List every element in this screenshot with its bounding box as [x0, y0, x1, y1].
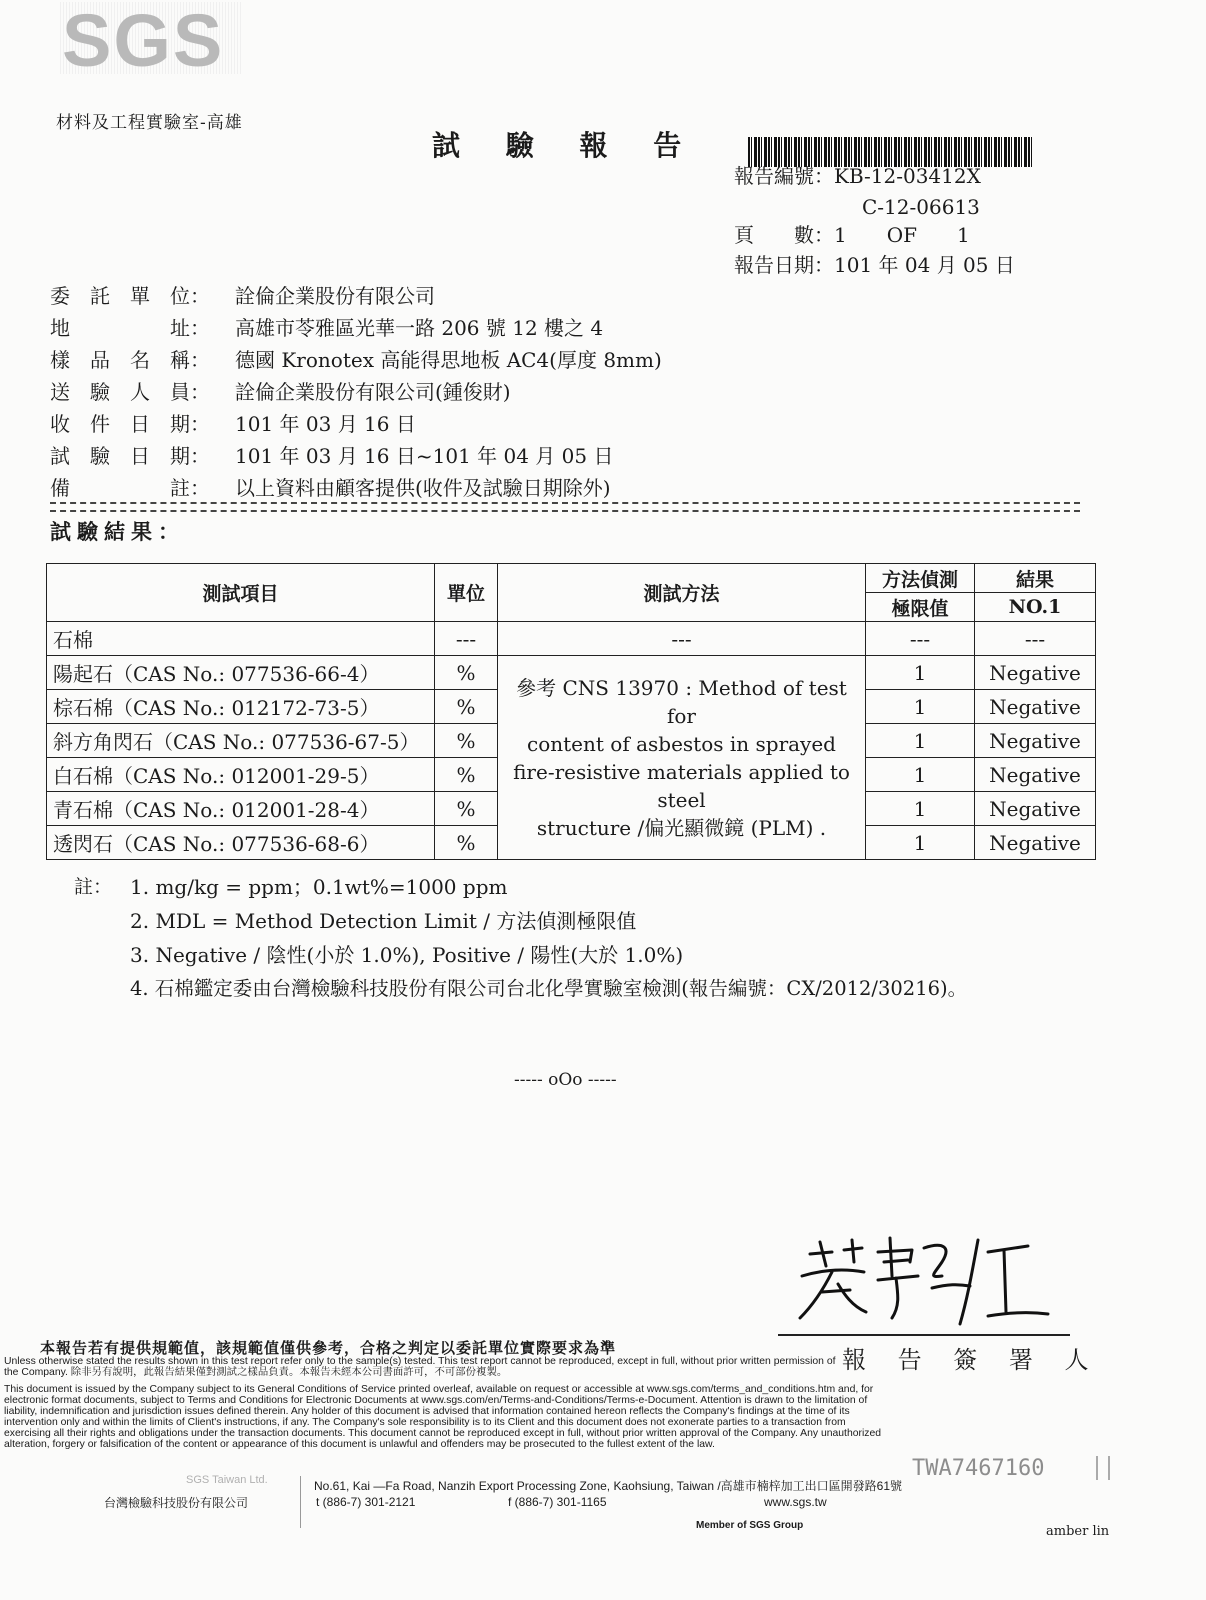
info-value: 以上資料由顧客提供(收件及試驗日期除外): [235, 476, 611, 500]
header-mdl-2: 極限值: [866, 593, 975, 622]
fine-line: intervention only and within the limits of Client's instructions, if any. The Company's sole responsibility is to its Client and this document does not exonerate parties to a transaction from: [4, 1417, 846, 1428]
fine-line: the Company. 除非另有說明，此報告結果僅對測試之樣品負責。本報告未經本公司書面許可，不可部份複製。: [4, 1367, 508, 1378]
row-result: Negative: [975, 758, 1096, 792]
fine-line: Unless otherwise stated the results shown in this test report refer only to the sample(s) tested. This test report cannot be reproduced, except in full, without prior written permission of: [4, 1356, 836, 1367]
note-item: 2. MDL = Method Detection Limit / 方法偵測極限值: [130, 909, 637, 933]
row-result: Negative: [975, 826, 1096, 860]
row-unit: %: [435, 656, 498, 690]
info-value: 101 年 03 月 16 日: [235, 412, 416, 436]
header-method: 測試方法: [498, 564, 866, 622]
client-info: [50, 280, 662, 504]
fine-line: exercising all their rights and obligations under the transaction documents. This document cannot be reproduced except in full, without prior written approval of the Company. Any unauthorized: [4, 1428, 882, 1439]
header-item: 測試項目: [47, 564, 435, 622]
info-row: [50, 472, 662, 504]
group-mdl: ---: [866, 622, 975, 656]
row-item: 青石棉（CAS No.: 012001-28-4）: [47, 792, 435, 826]
row-mdl: 1: [866, 826, 975, 860]
fine-line: electronic format documents, subject to Terms and Conditions for Electronic Documents at www.sgs.com/en/Terms-and-Conditions/Terms-e-Document. Attention is drawn to the limitation of: [4, 1395, 868, 1406]
serial-stamp: TWA7467160: [912, 1456, 1045, 1481]
info-label: 收 件 日 期：: [50, 412, 210, 436]
pages-row: [734, 220, 970, 251]
company-tel: t (886-7) 301-2121: [316, 1495, 416, 1509]
fine-print-1: [4, 1356, 836, 1378]
double-dashed-divider: [50, 502, 1080, 512]
fine-line: liability, indemnification and jurisdiction issues defined therein. Any holder of this document is advised that information contained hereon reflects the Company's findings at the time of its: [4, 1406, 850, 1417]
info-row: [50, 376, 662, 408]
info-label: 試 驗 日 期：: [50, 444, 210, 468]
edge-mark: [1096, 1456, 1110, 1480]
row-item: 棕石棉（CAS No.: 012172-73-5）: [47, 690, 435, 724]
row-result: Negative: [975, 690, 1096, 724]
info-label: 備 註：: [50, 476, 210, 500]
pages-value: 1 OF 1: [834, 223, 970, 247]
footer-divider: [300, 1476, 301, 1528]
signatory-label: 報 告 簽 署 人: [842, 1346, 1101, 1374]
row-mdl: 1: [866, 758, 975, 792]
info-row: [50, 344, 662, 376]
end-mark: ----- oOo -----: [514, 1070, 617, 1090]
fine-print-2: [4, 1384, 881, 1450]
info-label: 委 託 單 位：: [50, 284, 210, 308]
info-value: 101 年 03 月 16 日~101 年 04 月 05 日: [235, 444, 614, 468]
row-result: Negative: [975, 792, 1096, 826]
group-item: 石棉: [47, 622, 435, 656]
report-title: 試 驗 報 告: [432, 129, 700, 162]
header-result-2: NO.1: [975, 593, 1096, 622]
row-unit: %: [435, 690, 498, 724]
report-date-row: [734, 250, 1015, 281]
info-value: 詮倫企業股份有限公司(鍾俊財): [235, 380, 511, 404]
row-unit: %: [435, 758, 498, 792]
row-result: Negative: [975, 656, 1096, 690]
method-cell: [498, 656, 866, 860]
note-item: 1. mg/kg = ppm；0.1wt%=1000 ppm: [130, 875, 508, 899]
signature-line: [778, 1334, 1070, 1336]
lab-name: 材料及工程實驗室-高雄: [56, 113, 243, 133]
notes-list: [130, 870, 967, 1006]
row-mdl: 1: [866, 656, 975, 690]
notes-label: 註：: [74, 876, 113, 898]
row-item: 透閃石（CAS No.: 077536-68-6）: [47, 826, 435, 860]
row-mdl: 1: [866, 724, 975, 758]
table-row: [47, 656, 1096, 690]
method-line: 參考 CNS 13970 : Method of test for: [516, 675, 847, 728]
company-cn: 台灣檢驗科技股份有限公司: [104, 1496, 249, 1510]
fine-line: This document is issued by the Company subject to its General Conditions of Service printed overleaf, available on request or accessible at www.sgs.com/terms_and_conditions.htm and, for: [4, 1384, 874, 1395]
row-item: 陽起石（CAS No.: 077536-66-4）: [47, 656, 435, 690]
sgs-logo: SGS: [62, 0, 225, 82]
corner-note: amber lin: [1046, 1524, 1110, 1539]
group-result: ---: [975, 622, 1096, 656]
info-label: 送 驗 人 員：: [50, 380, 210, 404]
info-row: [50, 408, 662, 440]
report-number-1: KB-12-03412X: [834, 164, 981, 188]
group-method: ---: [498, 622, 866, 656]
row-mdl: 1: [866, 792, 975, 826]
row-result: Negative: [975, 724, 1096, 758]
report-number-2: C-12-06613: [862, 195, 980, 219]
header-mdl-1: 方法偵測: [866, 564, 975, 593]
info-label: 地 址：: [50, 316, 210, 340]
info-row: [50, 440, 662, 472]
company-en: SGS Taiwan Ltd.: [186, 1474, 268, 1486]
fine-line: alteration, forgery or falsification of the content or appearance of this document is unlawful and offenders may be prosecuted to the fullest extent of the law.: [4, 1439, 715, 1450]
pages-label: 頁 數：: [734, 223, 834, 247]
note-item: 3. Negative / 陰性(小於 1.0%), Positive / 陽性(大於 1.0%): [130, 943, 684, 967]
row-item: 白石棉（CAS No.: 012001-29-5）: [47, 758, 435, 792]
info-value: 詮倫企業股份有限公司: [235, 284, 435, 308]
method-line: content of asbestos in sprayed: [527, 731, 836, 756]
row-unit: %: [435, 792, 498, 826]
handwritten-signature: [792, 1232, 1052, 1332]
results-label: 試驗結果：: [50, 519, 185, 544]
header-unit: 單位: [435, 564, 498, 622]
info-value: 德國 Kronotex 高能得思地板 AC4(厚度 8mm): [235, 348, 662, 372]
method-line: fire-resistive materials applied to steel: [513, 759, 850, 812]
info-row: [50, 280, 662, 312]
member-label: Member of SGS Group: [696, 1520, 804, 1531]
row-unit: %: [435, 724, 498, 758]
report-date-label: 報告日期：: [734, 253, 834, 277]
row-unit: %: [435, 826, 498, 860]
table-header-row: [47, 564, 1096, 593]
company-address: No.61, Kai —Fa Road, Nanzih Export Processing Zone, Kaohsiung, Taiwan /高雄市楠梓加工出口區開發路61號: [314, 1479, 903, 1493]
info-row: [50, 312, 662, 344]
row-item: 斜方角閃石（CAS No.: 077536-67-5）: [47, 724, 435, 758]
results-table: [46, 563, 1096, 860]
table-row: [47, 622, 1096, 656]
info-value: 高雄市苓雅區光華一路 206 號 12 樓之 4: [235, 316, 604, 340]
note-item: 4. 石棉鑑定委由台灣檢驗科技股份有限公司台北化學實驗室檢測(報告編號：CX/2012/30216)。: [130, 977, 968, 1000]
report-date-value: 101 年 04 月 05 日: [834, 253, 1015, 277]
disclaimer-cn: 本報告若有提供規範值，該規範值僅供參考，合格之判定以委託單位實際要求為準: [40, 1339, 617, 1357]
row-mdl: 1: [866, 690, 975, 724]
report-number-row: [734, 161, 981, 192]
info-label: 樣 品 名 稱：: [50, 348, 210, 372]
method-line: structure /偏光顯微鏡 (PLM) .: [536, 815, 827, 840]
company-fax: f (886-7) 301-1165: [508, 1495, 607, 1509]
company-web: www.sgs.tw: [764, 1495, 827, 1509]
header-result-1: 結果: [975, 564, 1096, 593]
group-unit: ---: [435, 622, 498, 656]
report-number-label: 報告編號：: [734, 164, 834, 188]
